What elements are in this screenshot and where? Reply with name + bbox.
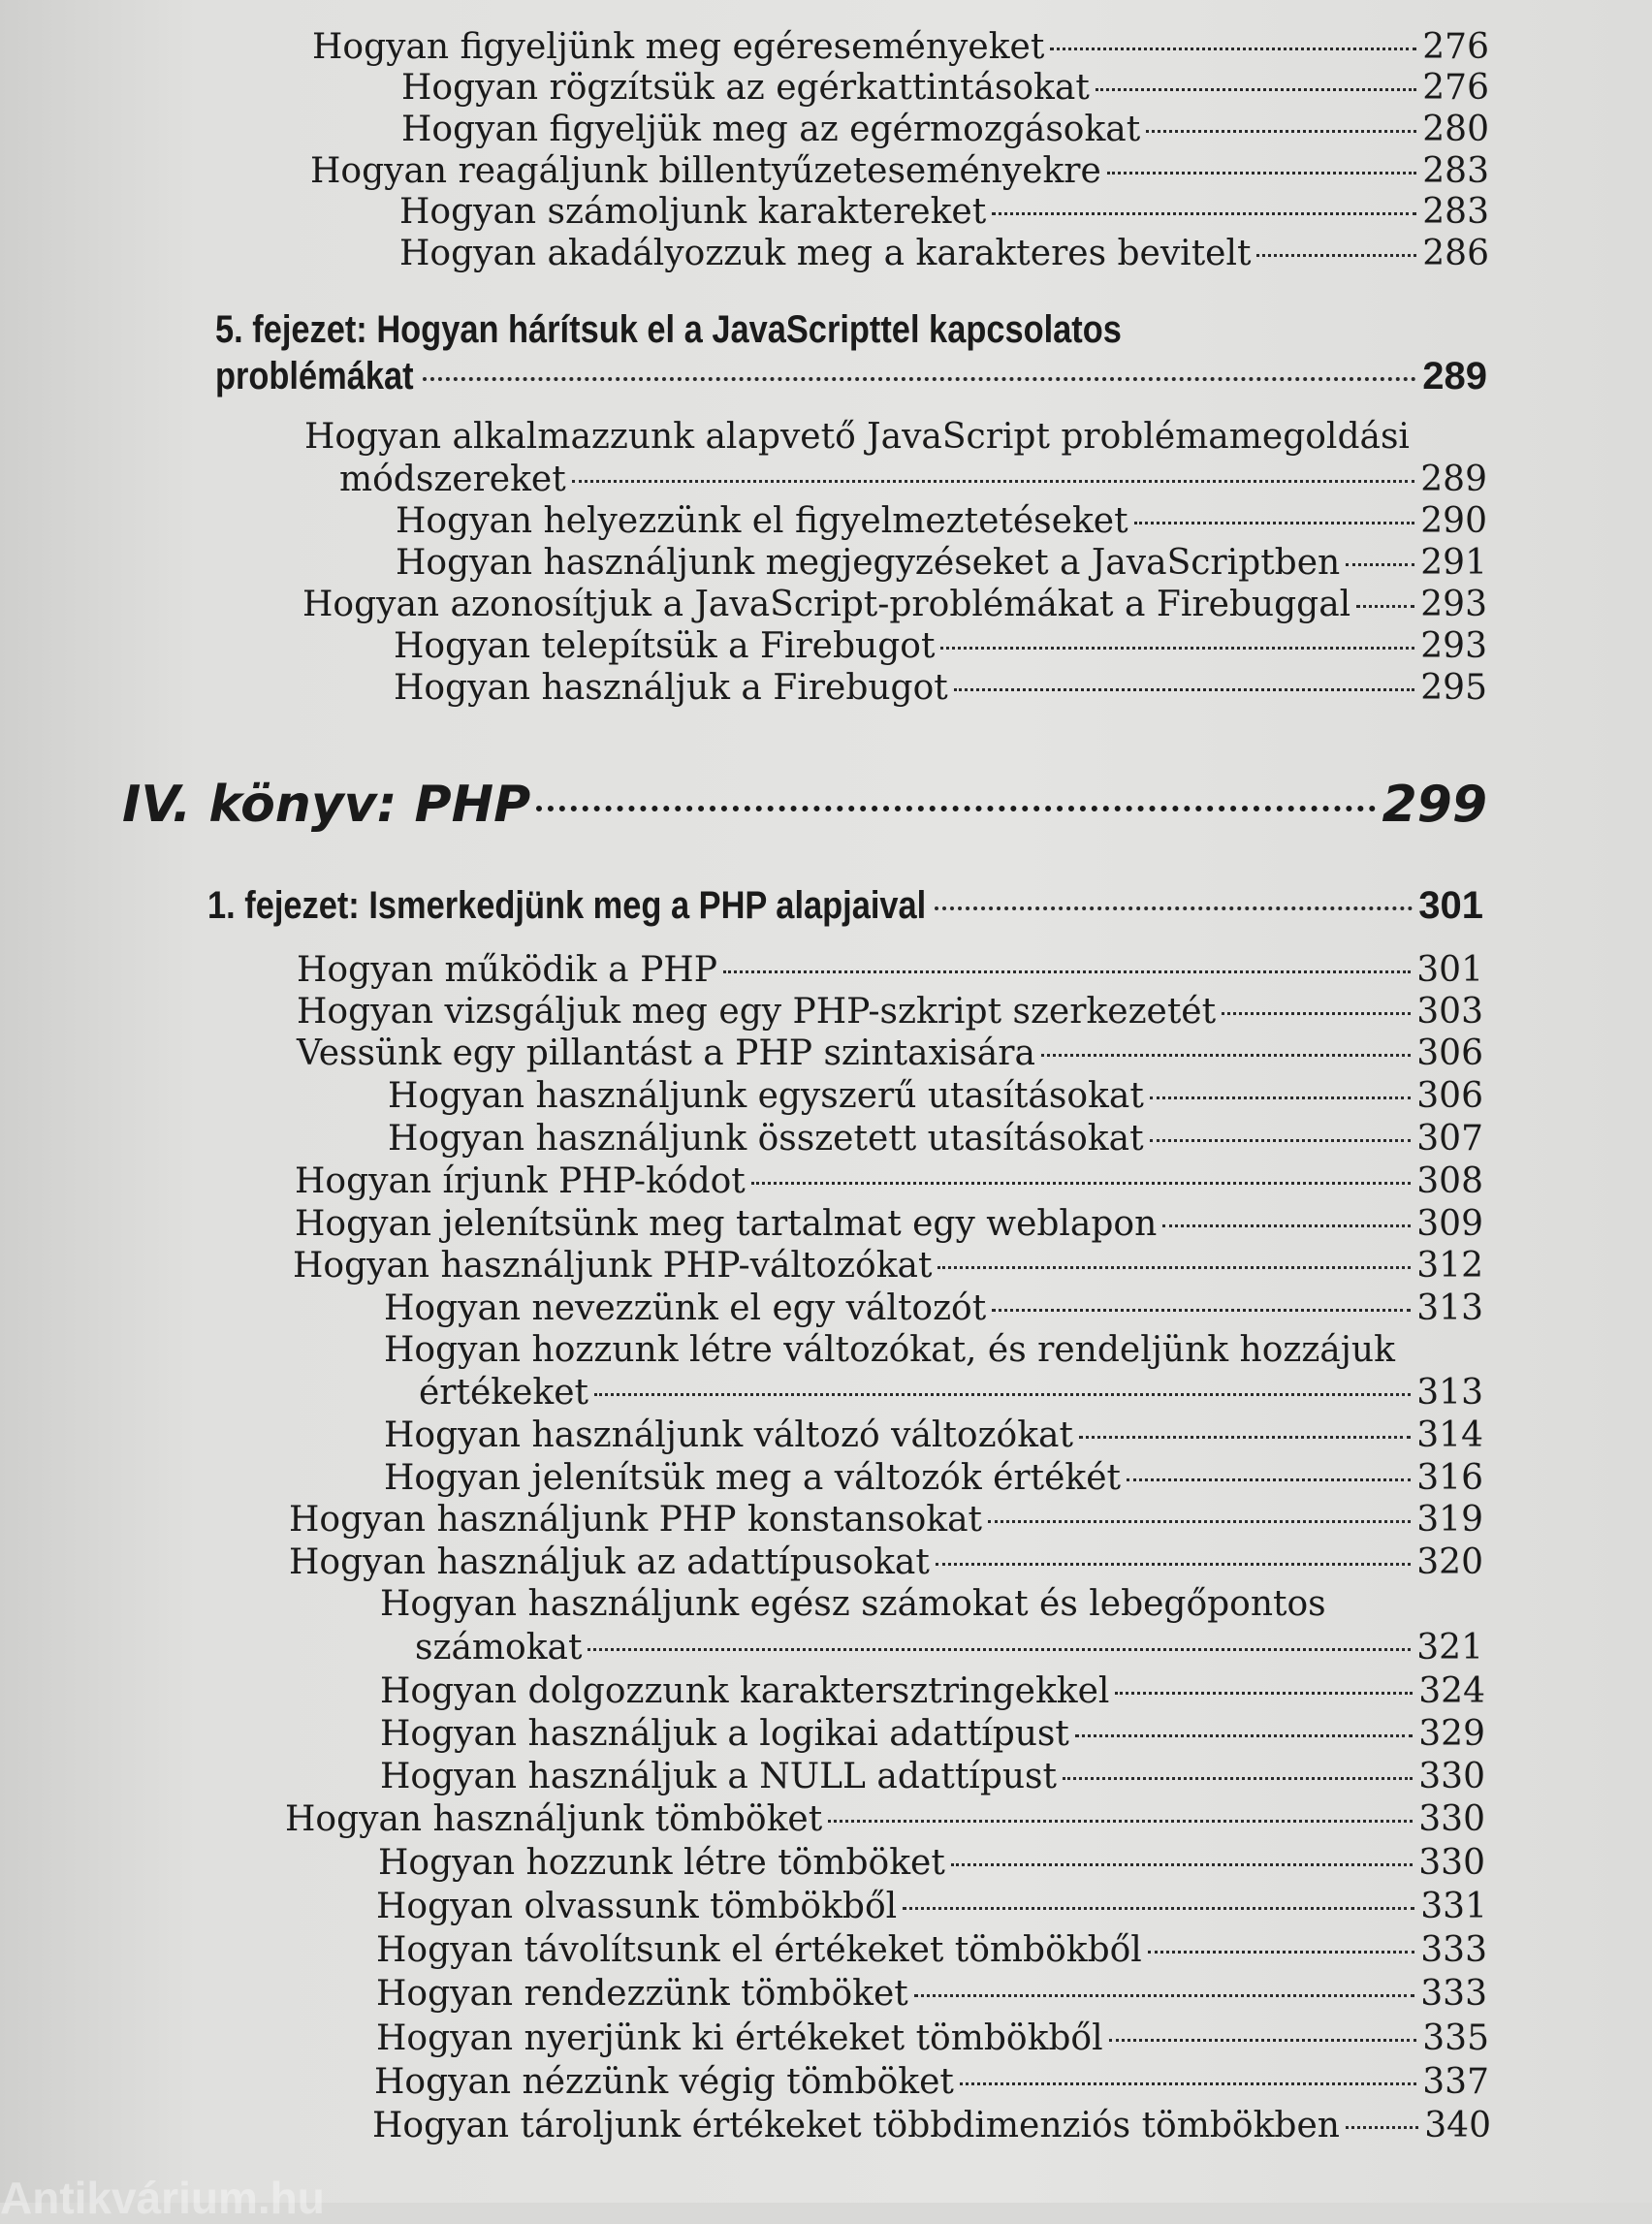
- toc-entry: [419, 1373, 1483, 1413]
- toc-entry-title: Hogyan írjunk PHP-kódot: [295, 1161, 746, 1201]
- toc-entry-page: 307: [1416, 1119, 1483, 1159]
- toc-entry-page: 330: [1418, 1757, 1485, 1796]
- toc-entry-title: Hogyan használjunk változó változókat: [384, 1415, 1073, 1455]
- leader-dots: [992, 1309, 1411, 1312]
- toc-entry-page: 303: [1416, 992, 1483, 1032]
- toc-entry-title: Hogyan figyeljük meg az egérmozgásokat: [401, 110, 1141, 149]
- leader-dots: [1041, 1054, 1411, 1057]
- toc-entry-title: Hogyan dolgozzunk karaktersztringekkel: [380, 1671, 1110, 1711]
- toc-entry-title: Hogyan használjunk egyszerű utasításokat: [388, 1076, 1144, 1116]
- book-title: IV. könyv: PHP: [122, 776, 531, 834]
- toc-entry-page: 276: [1422, 68, 1489, 108]
- toc-entry-title: Hogyan rögzítsük az egérkattintásokat: [401, 68, 1090, 108]
- book-heading: [122, 776, 1487, 834]
- toc-entry-title: Hogyan használjuk a logikai adattípust: [380, 1714, 1069, 1754]
- leader-dots: [1134, 522, 1415, 524]
- toc-entry-title: számokat: [415, 1628, 583, 1668]
- chapter-heading-row: [207, 884, 1483, 928]
- leader-dots: [423, 377, 1416, 381]
- toc-entry: [401, 110, 1489, 149]
- toc-entry: [297, 1033, 1483, 1073]
- toc-entry-title: Hogyan jelenítsünk meg tartalmat egy weblapon: [295, 1204, 1158, 1244]
- toc-entry-page: 286: [1422, 234, 1489, 273]
- toc-entry: [339, 460, 1487, 499]
- leader-dots: [992, 212, 1416, 215]
- watermark: Antikvárium.hu: [0, 2173, 325, 2223]
- toc-entry-page: 306: [1416, 1033, 1483, 1073]
- chapter-page: 289: [1422, 355, 1487, 397]
- toc-entry-page: 309: [1416, 1204, 1483, 1244]
- toc-entry-title: módszereket: [339, 460, 566, 499]
- toc-entry-page: 313: [1416, 1288, 1483, 1328]
- toc-entry: [388, 1119, 1483, 1159]
- toc-entry-page: 335: [1422, 2018, 1489, 2058]
- toc-entry-title: Hogyan használjunk összetett utasításokat: [388, 1119, 1144, 1159]
- toc-entry: [297, 992, 1483, 1032]
- leader-dots: [951, 1863, 1413, 1866]
- toc-entry-page: 290: [1420, 501, 1487, 541]
- toc-entry: [295, 1161, 1483, 1201]
- toc-entry-title: Hogyan használjunk megjegyzéseket a JavaScriptben: [396, 543, 1341, 583]
- toc-entry-page: 331: [1420, 1887, 1487, 1926]
- toc-entry-title: Hogyan használjuk a NULL adattípust: [380, 1757, 1057, 1796]
- chapter-heading: 5. fejezet: Hogyan hárítsuk el a JavaScripttel kapcsolatos: [215, 308, 1122, 351]
- toc-entry-page: 316: [1416, 1458, 1483, 1498]
- leader-dots: [1075, 1734, 1413, 1737]
- toc-entry-title-line1: Hogyan használjunk egész számokat és lebegőpontos: [380, 1584, 1326, 1624]
- toc-entry-title: Hogyan reagáljunk billentyűzeteseményekre: [310, 151, 1101, 191]
- toc-entry: [289, 1500, 1483, 1540]
- toc-entry-title: Hogyan használjuk az adattípusokat: [289, 1542, 930, 1582]
- toc-entry-title: Hogyan nevezzünk el egy változót: [384, 1288, 987, 1328]
- toc-entry: [289, 1542, 1483, 1582]
- leader-dots: [572, 480, 1415, 483]
- leader-dots: [1150, 1139, 1412, 1142]
- toc-entry-title: Hogyan vizsgáljuk meg egy PHP-szkript szerkezetét: [297, 992, 1217, 1032]
- book-page-number: 299: [1382, 776, 1487, 834]
- leader-dots: [1222, 1012, 1411, 1015]
- chapter-heading-row: [215, 355, 1487, 398]
- toc-entry: [380, 1714, 1485, 1754]
- toc-entry-page: 312: [1416, 1246, 1483, 1286]
- toc-entry: [380, 1757, 1485, 1796]
- leader-dots: [751, 1182, 1412, 1185]
- toc-entry: [376, 1974, 1487, 2014]
- leader-dots: [1050, 48, 1416, 50]
- leader-dots: [588, 1648, 1411, 1651]
- toc-entry: [312, 27, 1489, 67]
- toc-entry-page: 329: [1418, 1714, 1485, 1754]
- toc-entry: [302, 585, 1487, 624]
- toc-entry-page: 308: [1416, 1161, 1483, 1201]
- toc-entry-title: Hogyan nézzünk végig tömböket: [374, 2062, 954, 2102]
- leader-dots: [988, 1520, 1411, 1523]
- leader-dots: [936, 1563, 1411, 1566]
- toc-entry-page: 293: [1420, 585, 1487, 624]
- toc-entry: [380, 1671, 1485, 1711]
- leader-dots: [1146, 130, 1416, 133]
- leader-dots: [1096, 88, 1416, 91]
- toc-entry-title-line1: Hogyan hozzunk létre változókat, és rendeljünk hozzájuk: [384, 1330, 1395, 1370]
- toc-entry: [399, 234, 1489, 273]
- toc-entry: [401, 68, 1489, 108]
- leader-dots: [935, 906, 1413, 910]
- leader-dots: [1148, 1951, 1414, 1954]
- toc-entry-page: 301: [1416, 950, 1483, 990]
- toc-entry-title: Hogyan működik a PHP: [297, 950, 717, 990]
- leader-dots: [1127, 1478, 1411, 1481]
- toc-entry-page: 333: [1420, 1974, 1487, 2014]
- leader-dots: [1162, 1224, 1411, 1227]
- toc-entry-page: 280: [1422, 110, 1489, 149]
- toc-entry-page: 337: [1422, 2062, 1489, 2102]
- toc-entry-title: Hogyan jelenítsük meg a változók értékét: [384, 1458, 1121, 1498]
- leader-dots: [594, 1393, 1411, 1396]
- toc-entry: [285, 1799, 1485, 1839]
- toc-entry: [415, 1628, 1483, 1668]
- leader-dots: [960, 2082, 1416, 2085]
- toc-entry-title: Hogyan figyeljünk meg egéreseményeket: [312, 27, 1045, 67]
- leader-dots: [914, 1994, 1415, 1997]
- toc-entry: [384, 1458, 1483, 1498]
- toc-entry-title: Hogyan használjunk tömböket: [285, 1799, 823, 1839]
- toc-entry: [399, 192, 1489, 232]
- toc-entry-page: 276: [1422, 27, 1489, 67]
- toc-entry-page: 330: [1418, 1843, 1485, 1883]
- leader-dots: [536, 806, 1376, 811]
- toc-entry-title: Hogyan számoljunk karaktereket: [399, 192, 987, 232]
- leader-dots: [723, 970, 1411, 973]
- toc-entry-title: Hogyan használjunk PHP konstansokat: [289, 1500, 983, 1540]
- toc-entry-page: 289: [1420, 460, 1487, 499]
- leader-dots: [1256, 254, 1416, 257]
- toc-entry: [394, 668, 1487, 708]
- toc-entry-title: Hogyan olvassunk tömbökből: [376, 1887, 898, 1926]
- toc-entry-title: Hogyan hozzunk létre tömböket: [378, 1843, 945, 1883]
- toc-entry-title-line1: Hogyan alkalmazzunk alapvető JavaScript problémamegoldási: [304, 417, 1410, 457]
- toc-entry-title: Hogyan nyerjünk ki értékeket tömbökből: [376, 2018, 1103, 2058]
- toc-entry: [376, 2018, 1489, 2058]
- leader-dots: [828, 1820, 1413, 1823]
- toc-entry-title: Hogyan azonosítjuk a JavaScript-problémákat a Firebuggal: [302, 585, 1351, 624]
- chapter-page: 301: [1418, 884, 1483, 927]
- toc-entry: [384, 1415, 1483, 1455]
- toc-entry-page: 291: [1420, 543, 1487, 583]
- toc-entry-page: 321: [1416, 1628, 1483, 1668]
- toc-entry: [374, 2062, 1489, 2102]
- toc-entry: [394, 626, 1487, 666]
- toc-entry-title: Hogyan helyezzünk el figyelmeztetéseket: [396, 501, 1128, 541]
- toc-entry-title: Hogyan használjunk PHP-változókat: [293, 1246, 933, 1286]
- toc-entry-title: Hogyan távolítsunk el értékeket tömbökből: [376, 1930, 1142, 1970]
- toc-entry: [293, 1246, 1483, 1286]
- chapter-heading-title: problémákat: [215, 355, 414, 397]
- toc-entry: [378, 1843, 1485, 1883]
- toc-entry-page: 314: [1416, 1415, 1483, 1455]
- toc-entry-page: 306: [1416, 1076, 1483, 1116]
- toc-entry-title: Hogyan használjuk a Firebugot: [394, 668, 948, 708]
- toc-entry: [376, 1930, 1487, 1970]
- toc-entry-page: 295: [1420, 668, 1487, 708]
- toc-entry-page: 333: [1420, 1930, 1487, 1970]
- toc-entry-page: 330: [1418, 1799, 1485, 1839]
- leader-dots: [1115, 1692, 1413, 1695]
- toc-entry-title: Hogyan akadályozzuk meg a karakteres bevitelt: [399, 234, 1252, 273]
- toc-entry-page: 324: [1418, 1671, 1485, 1711]
- toc-entry: [295, 1204, 1483, 1244]
- toc-entry: [396, 543, 1487, 583]
- toc-entry-title: Hogyan rendezzünk tömböket: [376, 1974, 908, 2014]
- toc-entry-title: Hogyan telepítsük a Firebugot: [394, 626, 936, 666]
- toc-entry: [376, 1887, 1487, 1926]
- toc-entry-page: 319: [1416, 1500, 1483, 1540]
- toc-entry-title: Hogyan tároljunk értékeket többdimenziós tömbökben: [372, 2106, 1340, 2145]
- toc-entry-page: 283: [1422, 151, 1489, 191]
- toc-entry-title: értékeket: [419, 1373, 588, 1413]
- leader-dots: [1109, 2039, 1417, 2042]
- leader-dots: [1079, 1436, 1411, 1439]
- leader-dots: [1150, 1096, 1411, 1099]
- leader-dots: [1356, 605, 1414, 608]
- chapter-heading-title: 1. fejezet: Ismerkedjünk meg a PHP alapjaival: [207, 884, 927, 927]
- toc-entry-page: 313: [1416, 1373, 1483, 1413]
- leader-dots: [903, 1907, 1414, 1910]
- leader-dots: [954, 688, 1415, 691]
- toc-entry-page: 283: [1422, 192, 1489, 232]
- toc-entry: [297, 950, 1483, 990]
- leader-dots: [940, 647, 1414, 650]
- toc-entry-page: 320: [1416, 1542, 1483, 1582]
- toc-entry-page: 340: [1424, 2106, 1491, 2145]
- toc-entry: [396, 501, 1487, 541]
- leader-dots: [1346, 563, 1414, 566]
- toc-entry-page: 293: [1420, 626, 1487, 666]
- leader-dots: [1346, 2126, 1418, 2129]
- toc-entry: [310, 151, 1489, 191]
- toc-entry-title: Vessünk egy pillantást a PHP szintaxisára: [297, 1033, 1035, 1073]
- leader-dots: [1063, 1777, 1413, 1780]
- leader-dots: [937, 1266, 1411, 1269]
- toc-entry: [372, 2106, 1491, 2145]
- toc-entry: [388, 1076, 1483, 1116]
- leader-dots: [1107, 172, 1416, 175]
- toc-entry: [384, 1288, 1483, 1328]
